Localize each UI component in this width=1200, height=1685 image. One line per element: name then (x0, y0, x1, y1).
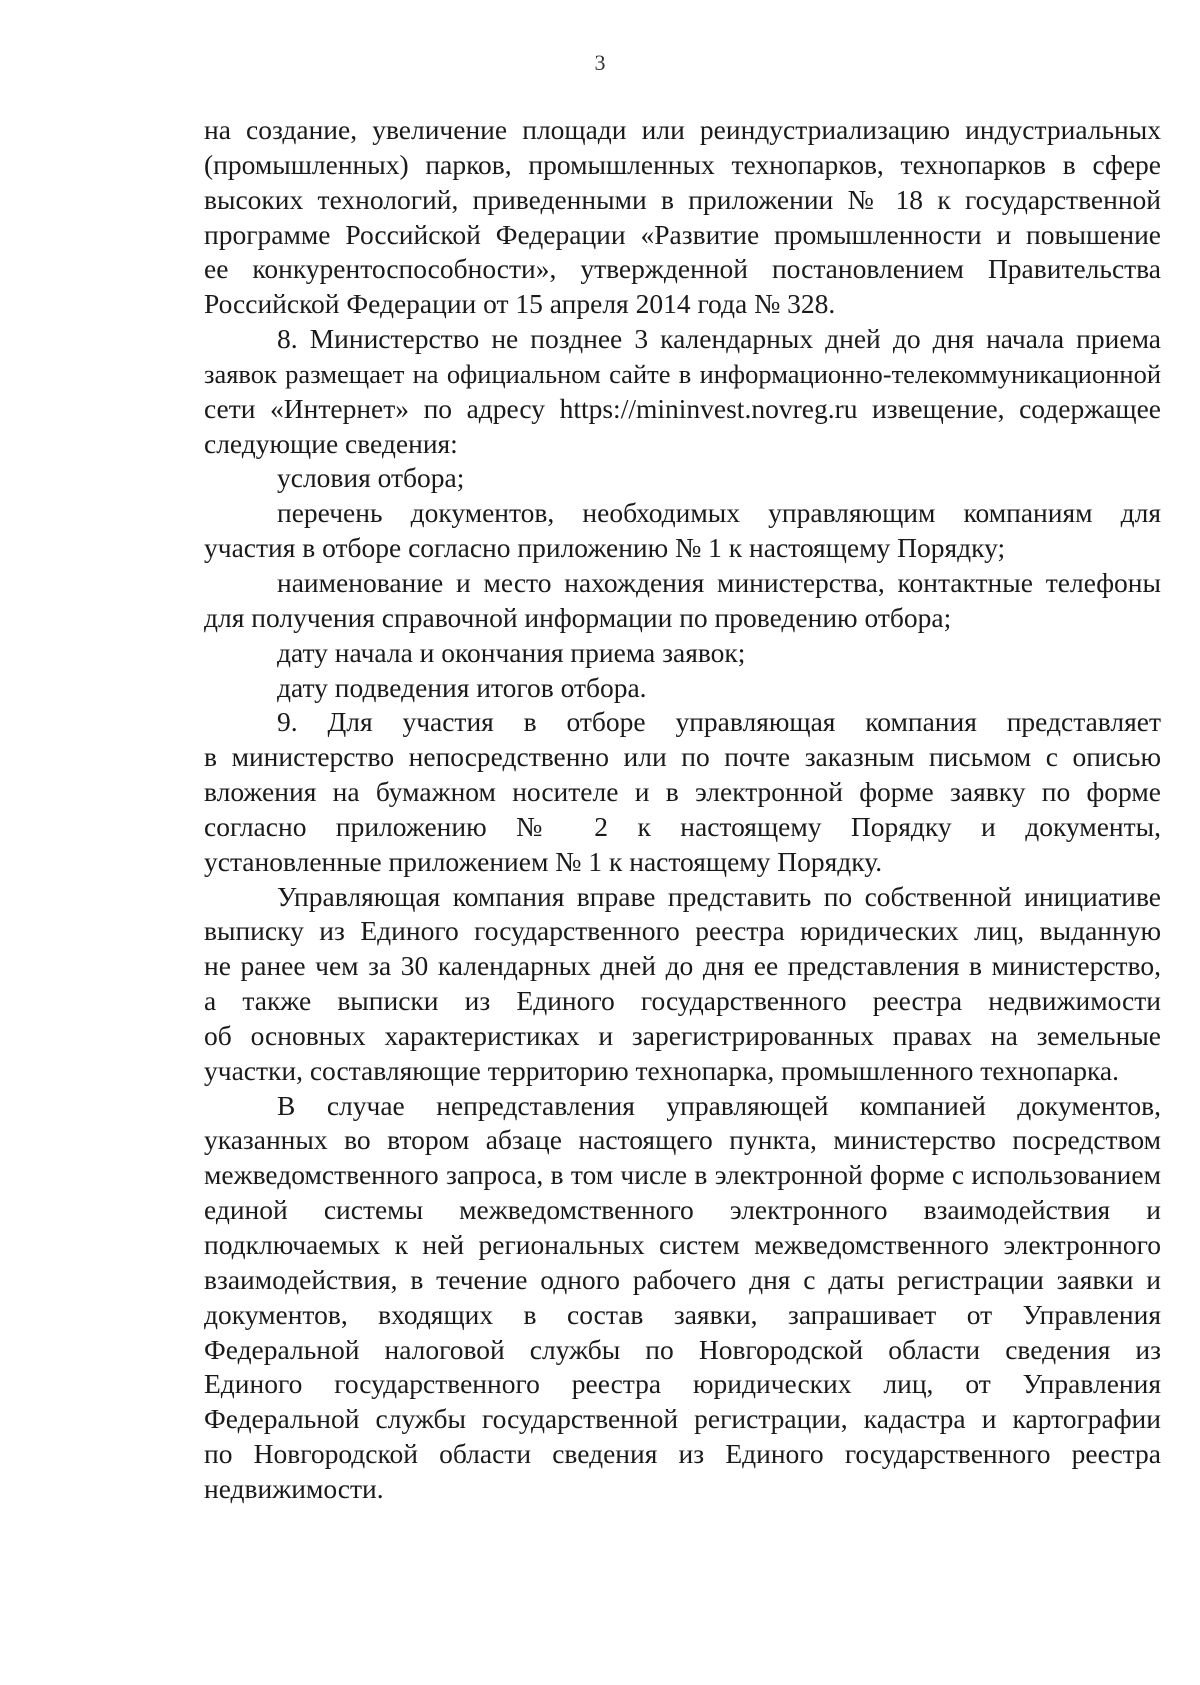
text-line: заявок размещает на официальном сайте в информационно-телекоммуникационной (204, 358, 1161, 389)
text-line: согласно приложению № 2 к настоящему Порядку и документы, (204, 810, 1161, 842)
text-line: на создание, увеличение площади или реиндустриализацию индустриальных (204, 114, 1161, 145)
text-line: 9. Для участия в отборе управляющая компания представляет (277, 706, 1161, 738)
text-line: выписку из Единого государственного реестра юридических лиц, выданную (204, 915, 1161, 947)
text-line: программе Российской Федерации «Развитие промышленности и повышение (204, 218, 1161, 250)
text-line: недвижимости. (204, 1472, 384, 1504)
page-number: 3 (594, 50, 606, 75)
text-line: участия в отборе согласно приложению № 1 к настоящему Порядку; (204, 532, 1006, 564)
text-line: не ранее чем за 30 календарных дней до дня ее представления в министерство, (204, 950, 1161, 982)
text-line: 8. Министерство не позднее 3 календарных дней до дня начала приема (277, 323, 1161, 355)
text-line: а также выписки из Единого государственного реестра недвижимости (204, 985, 1161, 1017)
text-line: участки, составляющие территорию технопарка, промышленного технопарка. (204, 1054, 1119, 1086)
text-line: об основных характеристиках и зарегистрированных правах на земельные (204, 1019, 1161, 1051)
text-line: перечень документов, необходимых управляющим компаниям для (277, 497, 1161, 529)
text-line: наименование и место нахождения министерства, контактные телефоны (277, 566, 1161, 598)
text-line: в министерство непосредственно или по почте заказным письмом с описью (204, 741, 1161, 773)
text-line: ее конкурентоспособности», утвержденной постановлением Правительства (204, 253, 1161, 285)
text-line: Российской Федерации от 15 апреля 2014 года № 328. (204, 288, 836, 320)
text-line: следующие сведения: (204, 427, 458, 459)
text-line: Федеральной налоговой службы по Новгородской области сведения из (204, 1333, 1161, 1365)
text-line: условия отбора; (277, 462, 465, 494)
text-line: указанных во втором абзаце настоящего пункта, министерство посредством (204, 1124, 1161, 1156)
text-line: Управляющая компания вправе представить по собственной инициативе (277, 880, 1161, 912)
text-line: взаимодействия, в течение одного рабочего дня с даты регистрации заявки и (204, 1263, 1161, 1295)
text-line: установленные приложением № 1 к настоящему Порядку. (204, 845, 883, 877)
text-line: Единого государственного реестра юридических лиц, от Управления (204, 1368, 1161, 1400)
text-line: подключаемых к ней региональных систем межведомственного электронного (204, 1229, 1161, 1260)
text-line: (промышленных) парков, промышленных технопарков, технопарков в сфере (204, 148, 1161, 180)
document-body (204, 113, 1161, 1507)
text-line: по Новгородской области сведения из Единого государственного реестра (204, 1438, 1161, 1470)
text-line: сети «Интернет» по адресу https://mininvest.novreg.ru извещение, содержащее (204, 392, 1161, 424)
text-line: Федеральной службы государственной регистрации, кадастра и картографии (204, 1403, 1161, 1435)
text-line: дату начала и окончания приема заявок; (277, 636, 746, 668)
text-line: для получения справочной информации по проведению отбора; (204, 601, 952, 633)
text-line: В случае непредставления управляющей компанией документов, (277, 1089, 1161, 1121)
text-line: высоких технологий, приведенными в приложении № 18 к государственной (204, 183, 1161, 215)
text-line: дату подведения итогов отбора. (277, 671, 647, 703)
text-line: единой системы межведомственного электронного взаимодействия и (204, 1194, 1161, 1226)
text-line: вложения на бумажном носителе и в электронной форме заявку по форме (204, 776, 1161, 808)
text-line: межведомственного запроса, в том числе в электронной форме с использованием (204, 1159, 1161, 1191)
text-line: документов, входящих в состав заявки, запрашивает от Управления (204, 1298, 1161, 1330)
